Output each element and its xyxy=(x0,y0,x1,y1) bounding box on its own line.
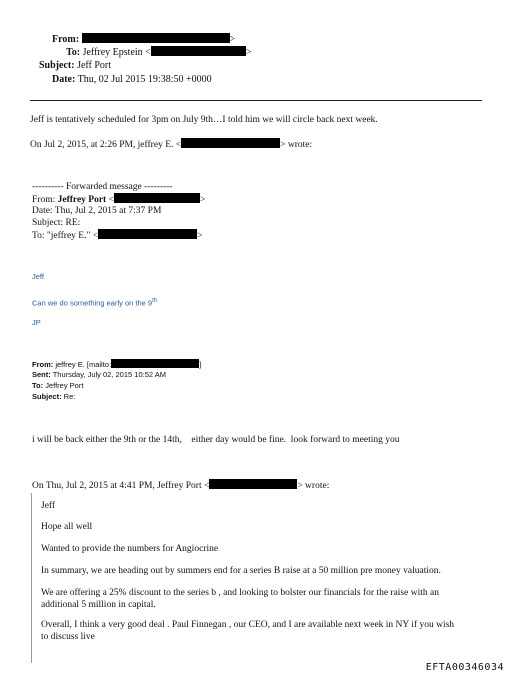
header-date xyxy=(52,73,212,86)
quoted-p2: Hope all well xyxy=(41,522,93,532)
jp-sign: JP xyxy=(32,318,41,327)
header-date-value: Thu, 02 Jul 2015 19:38:50 +0000 xyxy=(77,74,212,85)
bracket-close: ] xyxy=(199,360,202,369)
angle-close: > xyxy=(199,195,206,205)
quoted-p5b: additional 5 million in capital. xyxy=(41,600,156,610)
quoted-p1: Jeff xyxy=(41,501,56,511)
quoted-p5a: We are offering a 25% discount to the series b , and looking to bolster our financials for the raise with an xyxy=(41,588,439,598)
quote-bar xyxy=(31,493,32,663)
header-from-label: From: xyxy=(52,34,80,45)
redaction-bar xyxy=(209,479,297,489)
forwarded-from-label: From: xyxy=(32,195,58,205)
redaction-bar xyxy=(98,229,197,239)
quoted-p3: Wanted to provide the numbers for Angiocrine xyxy=(41,544,219,554)
orig-subject xyxy=(32,392,75,402)
quoted-wrote-prefix: On Thu, Jul 2, 2015 at 4:41 PM, Jeffrey Port < xyxy=(32,481,210,491)
header-to xyxy=(66,46,251,59)
msg1-wrote-line xyxy=(30,138,312,151)
jp-question-text: Can we do something early on the 9 xyxy=(32,298,153,308)
forwarded-to-text: To: "jeffrey E." < xyxy=(32,231,99,241)
orig-from-value: jeffrey E. [mailto: xyxy=(53,360,112,369)
angle-close: > xyxy=(245,47,252,58)
redaction-bar xyxy=(114,193,200,203)
msg1-wrote-suffix: > wrote: xyxy=(280,140,313,150)
doc-id: EFTA00346034 xyxy=(425,662,504,673)
forwarded-to xyxy=(32,229,202,242)
header-subject xyxy=(39,59,111,72)
orig-sent xyxy=(32,370,166,380)
msg1-wrote-prefix: On Jul 2, 2015, at 2:26 PM, jeffrey E. < xyxy=(30,140,182,150)
orig-to-label: To: xyxy=(32,381,44,390)
forwarded-date: Date: Thu, Jul 2, 2015 at 7:37 PM xyxy=(32,206,162,216)
jp-question xyxy=(32,296,157,309)
header-subject-label: Subject: xyxy=(39,60,75,71)
angle-close: > xyxy=(197,231,203,241)
reply-text: i will be back either the 9th or the 14th, either day would be fine. look forward to meeting you xyxy=(32,435,400,445)
header-subject-value: Jeff Port xyxy=(77,60,112,71)
header-date-label: Date: xyxy=(52,74,76,85)
orig-sent-value: Thursday, July 02, 2015 10:52 AM xyxy=(50,370,166,379)
jp-question-sup: th xyxy=(152,298,158,304)
forwarded-subject: Subject: RE: xyxy=(32,218,81,228)
header-from xyxy=(52,33,235,46)
orig-subject-label: Subject: xyxy=(32,392,62,401)
redaction-bar xyxy=(181,138,280,148)
msg1-text: Jeff is tentatively scheduled for 3pm on July 9th…I told him we will circle back next week. xyxy=(30,115,378,125)
redaction-bar xyxy=(151,46,246,56)
orig-to-value: Jeffrey Port xyxy=(43,381,84,390)
angle-close: > xyxy=(229,34,236,45)
quoted-wrote-line xyxy=(32,479,329,492)
orig-subject-value: Re: xyxy=(61,392,76,401)
orig-sent-label: Sent: xyxy=(32,370,51,379)
orig-from-label: From: xyxy=(32,360,54,369)
orig-from xyxy=(32,359,201,370)
header-to-name: Jeffrey Epstein < xyxy=(82,47,151,58)
quoted-wrote-suffix: > wrote: xyxy=(297,481,330,491)
forwarded-from-lt: < xyxy=(106,195,114,205)
header-to-label: To: xyxy=(66,47,81,58)
jp-salutation: Jeff xyxy=(32,272,44,281)
quoted-p6b: to discuss live xyxy=(41,632,95,642)
redaction-bar xyxy=(82,33,230,43)
forwarded-from-name: Jeffrey Port xyxy=(57,195,107,205)
quoted-p6a: Overall, I think a very good deal . Paul Finnegan , our CEO, and I are available next week in NY if you wish xyxy=(41,620,455,630)
orig-to xyxy=(32,381,83,391)
forwarded-title: ---------- Forwarded message --------- xyxy=(32,182,173,192)
quoted-p4: In summary, we are heading out by summers end for a series B raise at a 50 million pre money valuation. xyxy=(41,566,441,576)
redaction-bar xyxy=(111,359,202,369)
header-divider xyxy=(30,100,482,101)
